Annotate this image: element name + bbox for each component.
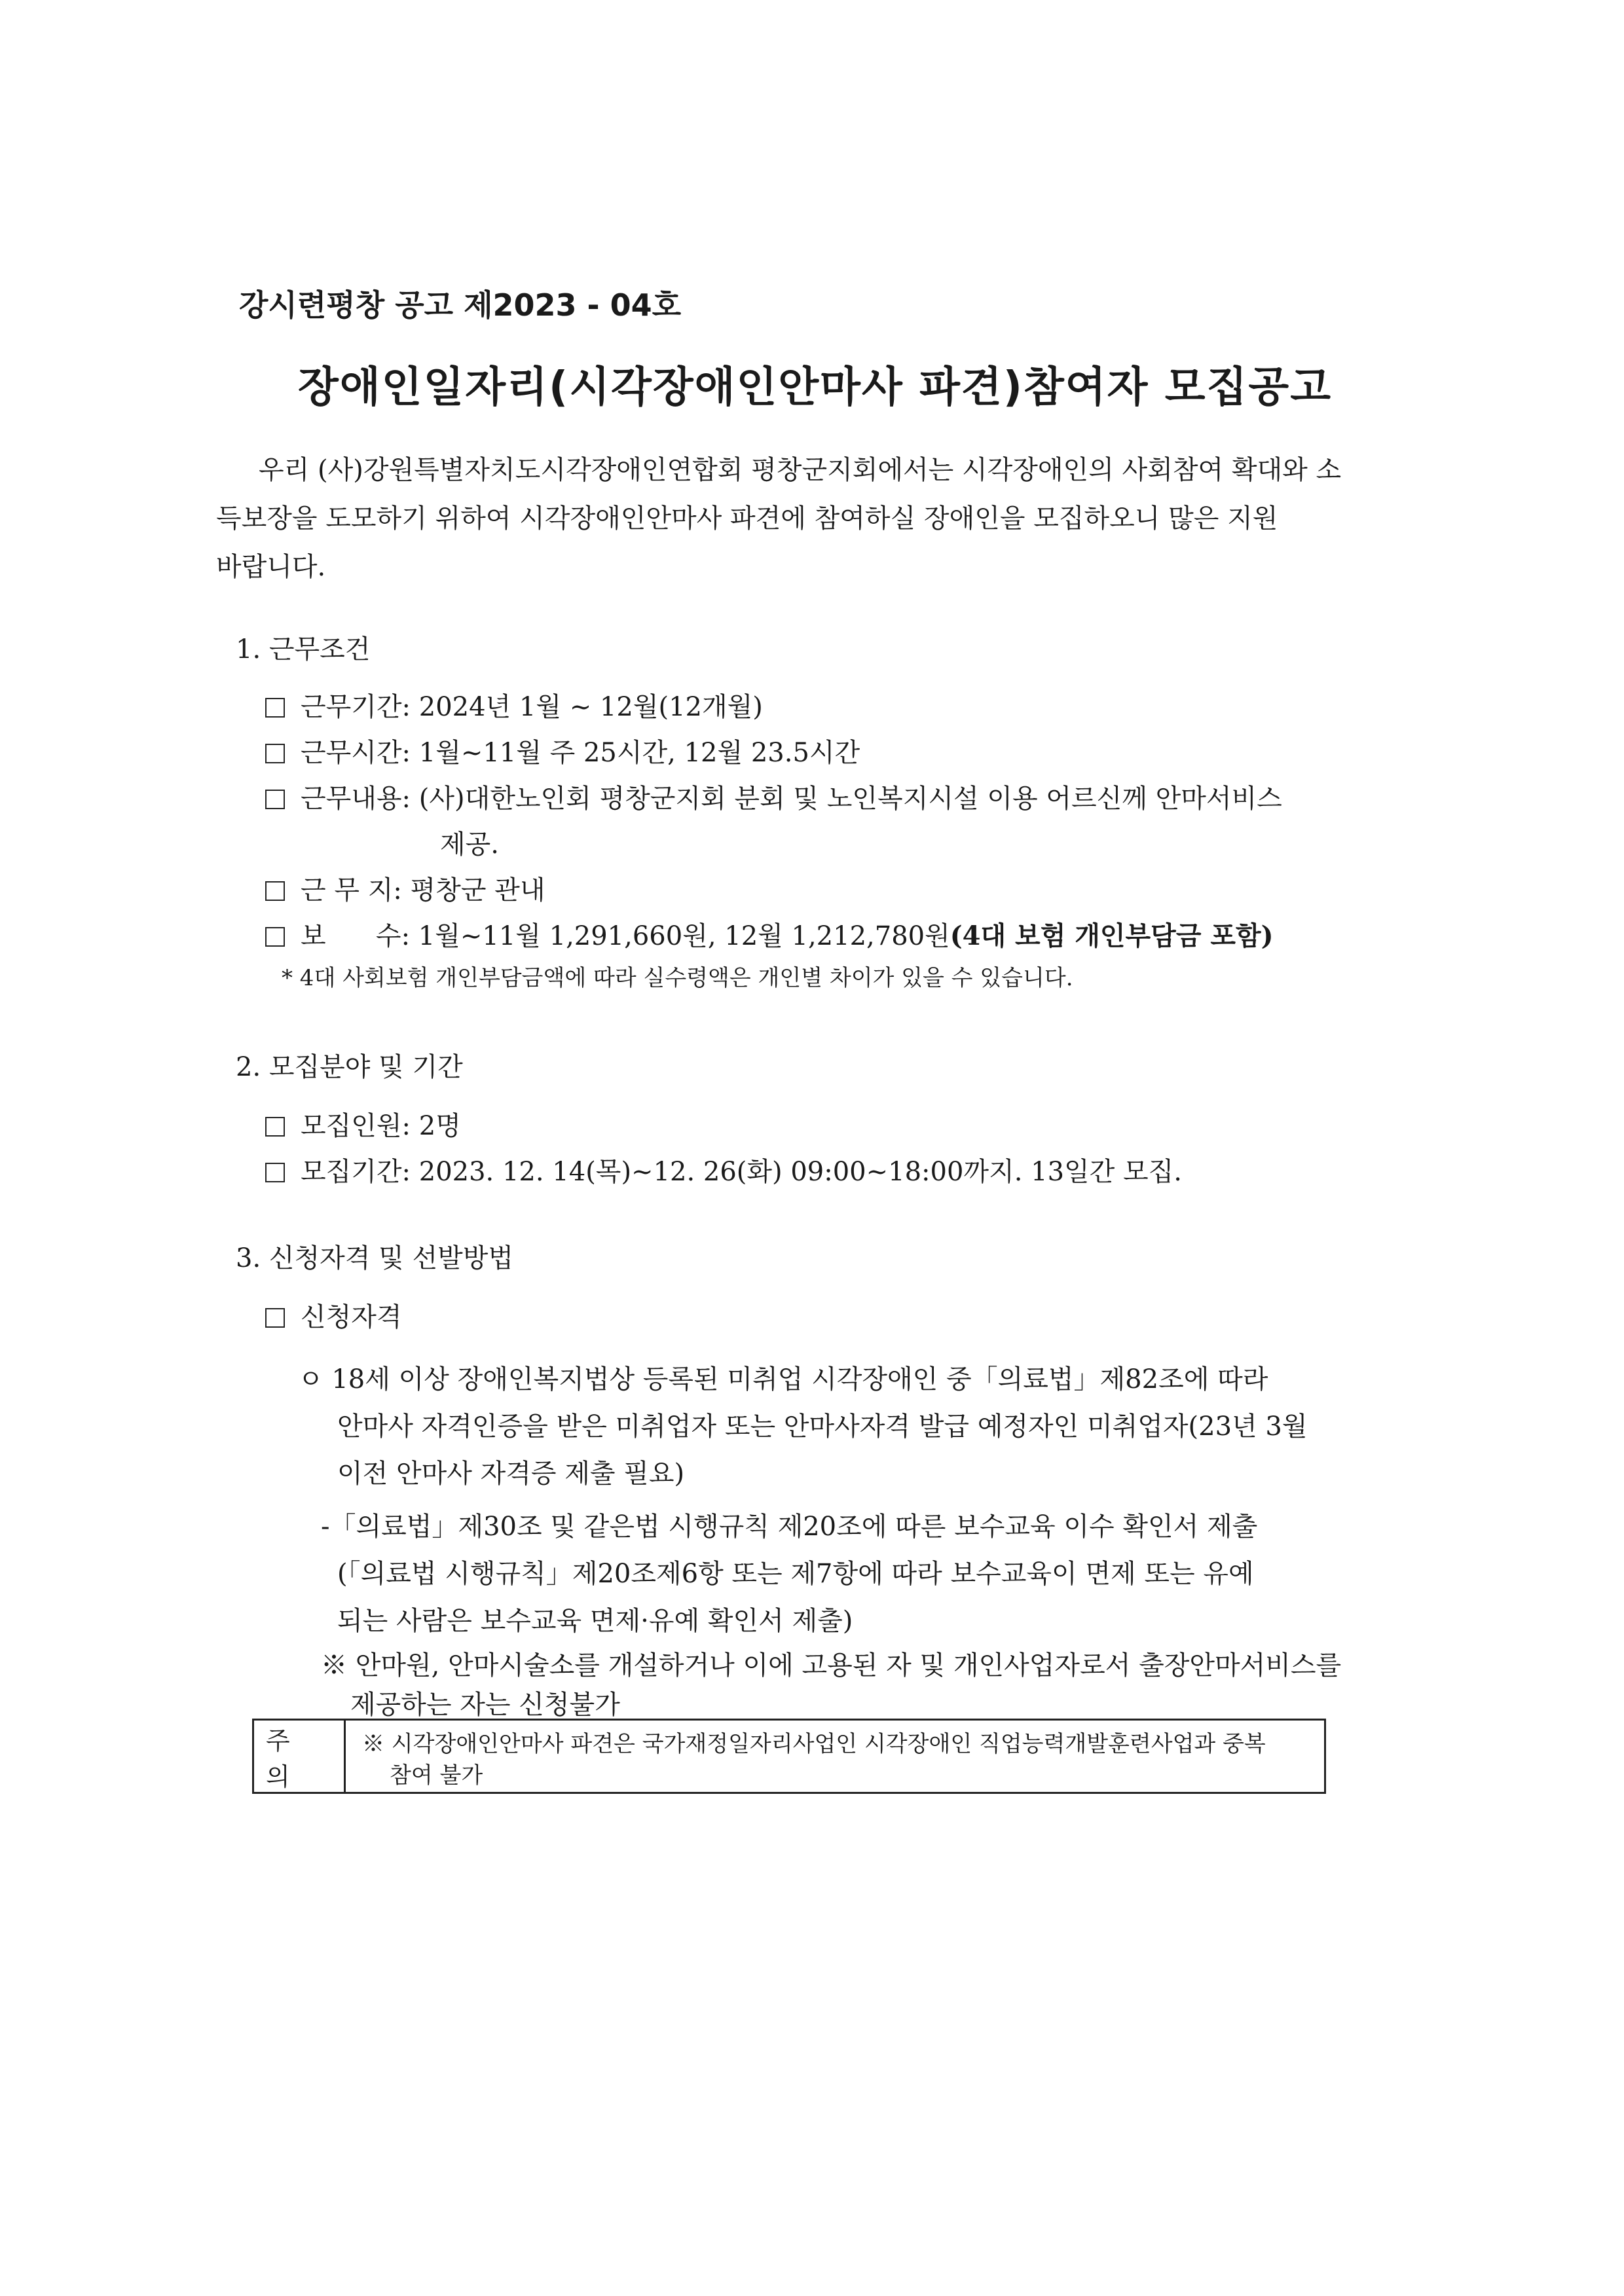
work-period-item — [265, 686, 763, 723]
qualification-dash-line-1: -「의료법」제30조 및 같은법 시행규칙 제20조에 따른 보수교육 이수 확인서 제출 — [321, 1512, 1258, 1542]
checkbox-square-icon — [265, 927, 285, 947]
caution-text — [362, 1728, 1312, 1791]
work-location-text: 근 무 지: 평창군 관내 — [301, 875, 545, 905]
qualification-dash-line-2: (「의료법 시행규칙」제20조제6항 또는 제7항에 따라 보수교육이 면제 또는 유예 — [337, 1559, 1254, 1589]
work-hours-item — [265, 732, 860, 769]
recruit-period-item — [265, 1151, 1182, 1188]
checkbox-square-icon — [265, 881, 285, 901]
qualification-dash-line-3: 되는 사람은 보수교육 면제·유예 확인서 제출) — [337, 1606, 853, 1636]
pay-insurance-note: (4대 보험 개인부담금 포함) — [950, 920, 1274, 951]
caution-label: 주 의 — [254, 1721, 346, 1792]
checkbox-square-icon — [265, 790, 285, 809]
section-1-heading: 1. 근무조건 — [236, 634, 371, 665]
exclusion-note-line-1: ※ 안마원, 안마시술소를 개설하거나 이에 고용된 자 및 개인사업자로서 출장안마서비스를 — [321, 1650, 1342, 1681]
checkbox-square-icon — [265, 1117, 285, 1137]
intro-line-1: 우리 (사)강원특별자치도시각장애인연합회 평창군지회에서는 시각장애인의 사회참여 확대와 소 — [259, 455, 1342, 485]
document-title: 장애인일자리(시각장애인안마사 파견)참여자 모집공고 — [298, 363, 1333, 412]
qualification-item — [265, 1296, 402, 1334]
section-2-heading: 2. 모집분야 및 기간 — [236, 1052, 463, 1082]
pay-item — [265, 915, 1274, 953]
checkbox-square-icon — [265, 1163, 285, 1182]
qualification-heading: 신청자격 — [301, 1302, 402, 1332]
section-3-heading: 3. 신청자격 및 선발방법 — [236, 1243, 514, 1273]
work-content-text: 근무내용: (사)대한노인회 평창군지회 분회 및 노인복지시설 이용 어르신께 안마서비스 — [301, 784, 1282, 814]
caution-line-2: 참여 불가 — [390, 1762, 483, 1789]
headcount-item — [265, 1105, 461, 1142]
recruit-period-text: 모집기간: 2023. 12. 14(목)~12. 26(화) 09:00~18:00까지. 13일간 모집. — [301, 1157, 1183, 1187]
headcount-text: 모집인원: 2명 — [301, 1111, 461, 1141]
qualification-bullet-line-2: 안마사 자격인증을 받은 미취업자 또는 안마사자격 발급 예정자인 미취업자(23년 3월 — [337, 1412, 1308, 1442]
checkbox-square-icon — [265, 698, 285, 718]
caution-line-1: ※ 시각장애인안마사 파견은 국가재정일자리사업인 시각장애인 직업능력개발훈련사업과 중복 — [362, 1731, 1266, 1757]
work-content-continued: 제공. — [440, 829, 499, 860]
caution-box — [252, 1719, 1326, 1794]
qualification-bullet-line-3: 이전 안마사 자격증 제출 필요) — [337, 1459, 685, 1489]
notice-number: 강시련평창 공고 제2023 - 04호 — [239, 287, 682, 323]
work-content-item — [265, 778, 1282, 815]
work-hours-text: 근무시간: 1월~11월 주 25시간, 12월 23.5시간 — [301, 738, 860, 768]
pay-text: 보 수: 1월~11월 1,291,660원, 12월 1,212,780원 — [301, 921, 950, 951]
intro-line-3: 바랍니다. — [216, 552, 326, 582]
checkbox-square-icon — [265, 1308, 285, 1328]
work-period-text: 근무기간: 2024년 1월 ~ 12월(12개월) — [301, 692, 763, 722]
intro-line-2: 득보장을 도모하기 위하여 시각장애인안마사 파견에 참여하실 장애인을 모집하오니 많은 지원 — [216, 503, 1278, 534]
qualification-bullet-line-1: ㅇ 18세 이상 장애인복지법상 등록된 미취업 시각장애인 중「의료법」제82조에 따라 — [298, 1364, 1268, 1394]
checkbox-square-icon — [265, 744, 285, 763]
exclusion-note-line-2: 제공하는 자는 신청불가 — [350, 1690, 620, 1720]
pay-footnote: * 4대 사회보험 개인부담금액에 따라 실수령액은 개인별 차이가 있을 수 있습니다. — [282, 965, 1073, 991]
work-location-item — [265, 869, 545, 907]
